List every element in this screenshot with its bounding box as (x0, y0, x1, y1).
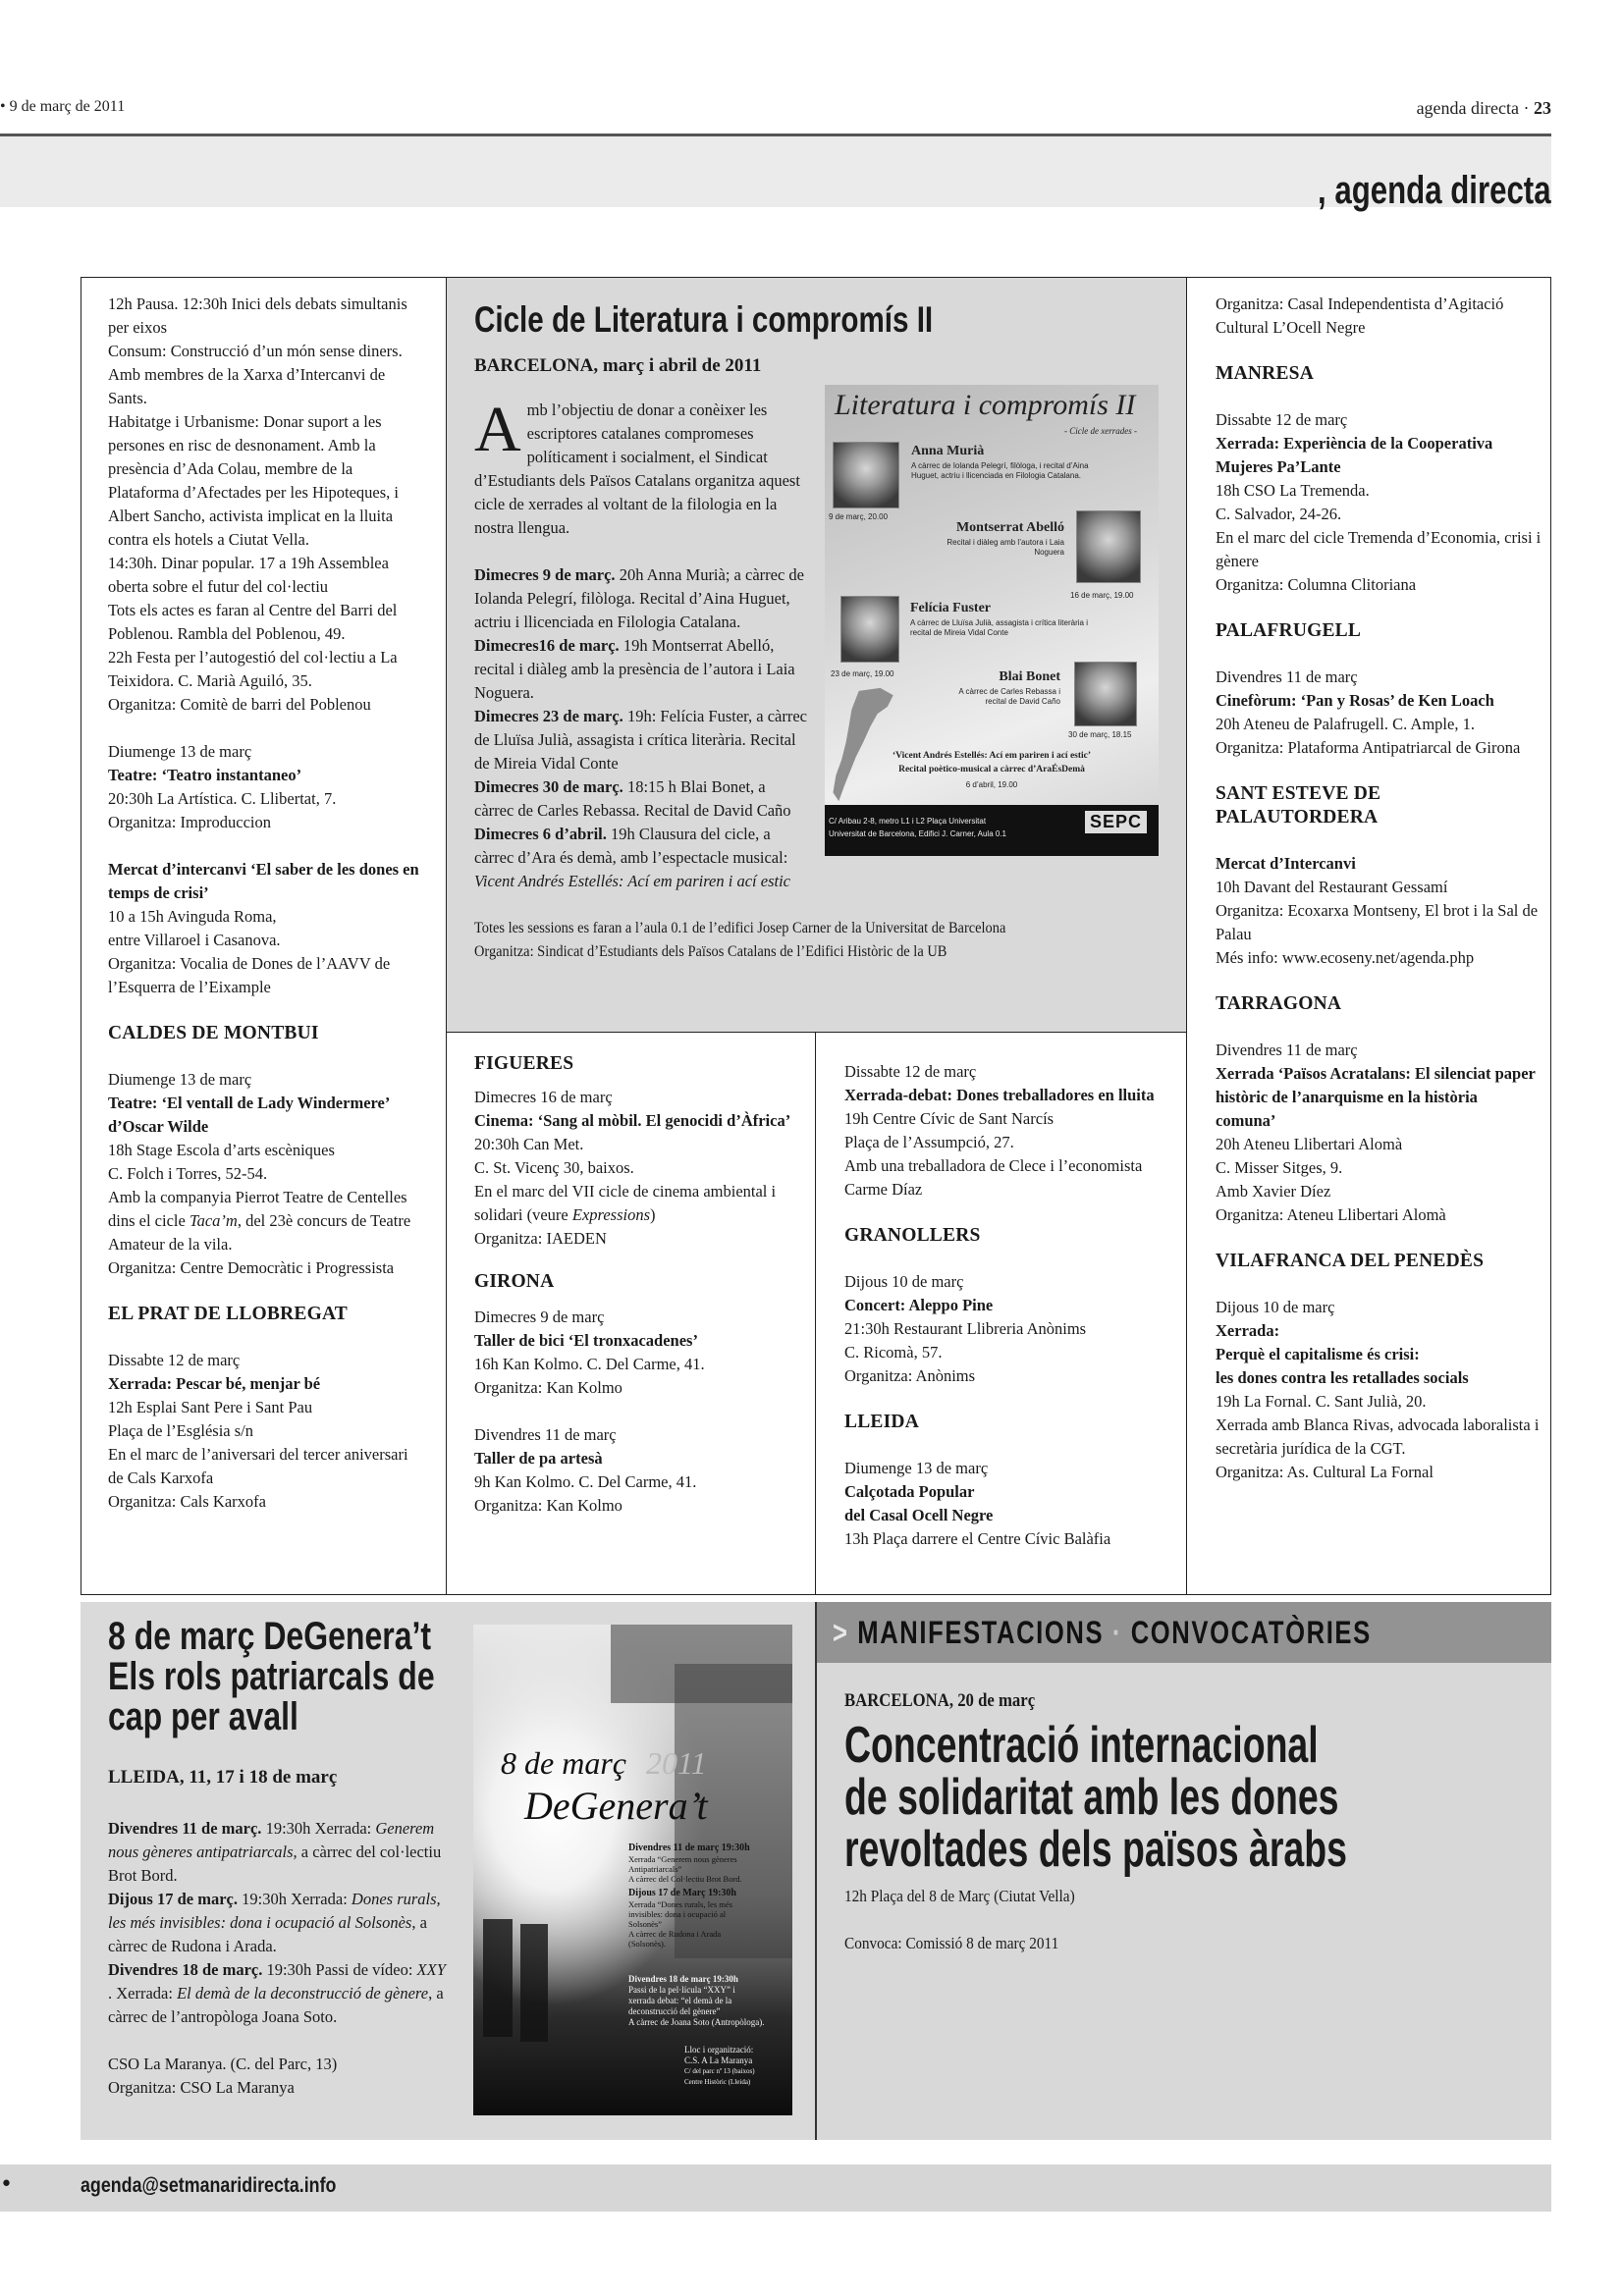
section-name: agenda directa · (1416, 98, 1534, 118)
event-detail (108, 1958, 452, 2029)
poster-line: Centre Històric (Lleida) (684, 2078, 751, 2086)
feature-subtitle: BARCELONA, març i abril de 2011 (474, 355, 762, 376)
manifestacions-header (833, 1615, 1372, 1651)
city-heading: VILAFRANCA DEL PENEDÈS (1216, 1251, 1485, 1271)
event-detail: Dijous 10 de març (844, 1272, 964, 1291)
event-detail: Dissabte 12 de març (844, 1062, 977, 1081)
speaker-date: 9 de març, 20.00 (829, 512, 889, 521)
issue-date: • 9 de març de 2011 (0, 98, 126, 115)
event-detail: Organitza: Improduccion (108, 813, 272, 831)
event-detail: Habitatge i Urbanisme: Donar suport a les persones en risc de desnonament. Amb la presència d’Ada Colau, membre de la Plataforma d’Afectades per les Hipoteques, i Albert Sancho, activista implicat en la lluita contra els hotels a Ciutat Vella. (108, 412, 399, 549)
city-heading: TARRAGONA (1216, 993, 1342, 1014)
event-detail: Organitza: Ateneu Llibertari Alomà (1216, 1205, 1446, 1224)
detail-text: , del 23è concurs de Teatre Amateur de la vila. (108, 1211, 411, 1254)
feature-content (474, 355, 1159, 964)
event-detail: 20h Ateneu de Palafrugell. C. Ample, 1. (1216, 715, 1475, 733)
event-detail: 9h Kan Kolmo. C. Del Carme, 41. (474, 1472, 697, 1491)
event-detail: Dissabte 12 de març (108, 1351, 241, 1369)
work-title: XXY (416, 1960, 446, 1979)
event-detail: Amb una treballadora de Clece i l’economista Carme Díaz (844, 1156, 1143, 1199)
spacer (474, 893, 1159, 917)
spacer (108, 2029, 452, 2053)
event-detail: Organitza: Vocalia de Dones de l’AAVV de l’Esquerra de l’Eixample (108, 954, 391, 996)
event-title: Taller de pa artesà (474, 1449, 603, 1468)
event-detail: Diumenge 13 de març (108, 742, 252, 761)
poster-address: Universitat de Barcelona, Edifici J. Carner, Aula 0.1 (829, 829, 1006, 838)
poster-address: C/ Aribau 2-8, metro L1 i L2 Plaça Universitat (829, 817, 987, 826)
event-detail: C. Misser Sitges, 9. (1216, 1158, 1343, 1177)
poster-line: xerrada debat: “el demà de la (628, 1996, 732, 2005)
poster-line: A càrrec de Joana Soto (Antropòloga). (628, 2017, 765, 2027)
event-detail: C. Salvador, 24-26. (1216, 505, 1342, 523)
speaker-name: Anna Murià (911, 444, 985, 458)
event-date: Dimecres 30 de març. (474, 777, 623, 796)
event-date: Dimecres16 de març. (474, 636, 620, 655)
event-detail: C. Ricomà, 57. (844, 1343, 943, 1362)
section-label: CONVOCATÒRIES (1130, 1615, 1372, 1650)
event-title: Calçotada Popular (844, 1482, 975, 1501)
event-detail: Plaça de l’Assumpció, 27. (844, 1133, 1014, 1151)
event-detail: Dimecres 9 de març (474, 1308, 605, 1326)
event-detail: 22h Festa per l’autogestió del col·lectiu a La Teixidora. C. Marià Aguiló, 35. (108, 648, 398, 690)
event-title: Taller de bici ‘El tronxacadenes’ (474, 1331, 698, 1350)
event-detail: Organitza: Kan Kolmo (474, 1496, 622, 1515)
poster-line: deconstrucció del gènere” (628, 2006, 721, 2016)
event-title: Mercat d’intercanvi ‘El saber de les dones en temps de crisi’ (108, 860, 419, 902)
event-detail: Organitza: Ecoxarxa Montseny, El brot i la Sal de Palau (1216, 901, 1539, 943)
page-number: 23 (1534, 98, 1551, 118)
event-date: Dimecres 23 de març. (474, 707, 623, 725)
event-title: les dones contra les retallades socials (1216, 1368, 1469, 1387)
event-detail: Consum: Construcció d’un món sense diners. Amb membres de la Xarxa d’Intercanvi de Sants. (108, 342, 403, 407)
speaker-name: Montserrat Abelló (955, 520, 1064, 535)
agenda-column-left (81, 277, 447, 1595)
degenerat-subtitle: LLEIDA, 11, 17 i 18 de març (108, 1767, 338, 1788)
event-detail: 21:30h Restaurant Llibreria Anònims (844, 1319, 1087, 1338)
poster-line: Dijous 17 de Març 19:30h (628, 1888, 736, 1898)
poster-line: Divendres 18 de març 19:30h (628, 1974, 738, 1984)
event-detail: Dimecres 16 de març (474, 1088, 613, 1106)
city-heading: MANRESA (1216, 363, 1314, 384)
city-heading: CALDES DE MONTBUI (108, 1023, 319, 1043)
event-detail: 10h Davant del Restaurant Gessamí (1216, 878, 1448, 896)
speaker-name: Blai Bonet (999, 669, 1060, 684)
work-title: Vicent Andrés Estellés: Ací em pariren i ací estic (474, 872, 790, 890)
city-heading: GIRONA (474, 1271, 555, 1292)
event-detail: Organitza: Centre Democràtic i Progressista (108, 1258, 395, 1277)
detail-text: 19:30h Passi de vídeo: (262, 1960, 417, 1979)
feature-cicle-literatura (447, 277, 1186, 1033)
event-detail: CSO La Maranya. (C. del Parc, 13) (108, 2055, 338, 2073)
poster-line: Divendres 11 de març 19:30h (628, 1842, 750, 1853)
work-title: Generem nous gèneres antipatriarcals (108, 1819, 435, 1861)
speaker-desc: A càrrec de Lluïsa Julià, assagista i crítica literària i recital de Mireia Vidal Conte (910, 618, 1088, 637)
event-title: Teatre: ‘El ventall de Lady Windermere’ d’Oscar Wilde (108, 1094, 390, 1136)
city-heading: EL PRAT DE LLOBREGAT (108, 1304, 349, 1324)
event-detail: Xerrada amb Blanca Rivas, advocada laboralista i secretària jurídica de la CGT. (1216, 1415, 1540, 1458)
city-heading: GRANOLLERS (844, 1225, 981, 1246)
poster-line: Solsonès” (628, 1919, 662, 1929)
detail-text: 19:30h Xerrada: (237, 1890, 352, 1908)
organizer-note: Organitza: Sindicat d’Estudiants dels Països Catalans de l’Edifici Històric de la UB (474, 943, 947, 960)
section-page-label (1417, 98, 1551, 119)
section-banner: , agenda directa (1318, 169, 1551, 212)
event-title: del Casal Ocell Negre (844, 1506, 994, 1524)
event-detail: Organitza: CSO La Maranya (108, 2078, 295, 2097)
sepc-logo: SEPC (1085, 811, 1147, 833)
event-title: Concert: Aleppo Pine (844, 1296, 994, 1314)
event-detail: 18h CSO La Tremenda. (1216, 481, 1370, 500)
poster-script-title: 8 de març (501, 1745, 626, 1781)
agenda-column-girona-granollers-lleida (816, 1033, 1186, 1595)
chevron-right-icon: > (833, 1615, 849, 1650)
event-title: Teatre: ‘Teatro instantaneo’ (108, 766, 302, 784)
event-detail: 13h Plaça darrere el Centre Cívic Balàfia (844, 1529, 1111, 1548)
poster-subtitle: - Cicle de xerrades - (1064, 426, 1137, 436)
title-line: Els rols patriarcals de (108, 1655, 435, 1698)
event-detail (108, 1817, 452, 1888)
event-title: Cinefòrum: ‘Pan y Rosas’ de Ken Loach (1216, 691, 1494, 710)
event-convener: Convoca: Comissió 8 de març 2011 (844, 1934, 1059, 1952)
event-date: Divendres 18 de març. (108, 1960, 263, 1979)
poster-line: C.S. A La Maranya (684, 2056, 753, 2065)
spacer (474, 1400, 799, 1423)
detail-text: 20h Anna Murià; a càrrec de Iolanda Pelegrí, filòloga. Recital d’Aina Huguet, actriu i llicenciada en Filologia Catalana. (474, 565, 804, 631)
poster-line: Passi de la pel·lícula “XXY” i (628, 1985, 735, 1995)
closing-title: ‘Vicent Andrés Estellés: Ací em pariren i ací estic’ (892, 751, 1092, 761)
poster-line: A càrrec del Col·lectiu Brot Bord. (628, 1874, 742, 1884)
event-date: Divendres 11 de març. (108, 1819, 262, 1838)
closing-desc: Recital poètico-musical a càrrec d’AraÉsDemà (898, 765, 1085, 774)
detail-text: 19h: Felícia Fuster, a càrrec de Lluïsa Julià, assagista i crítica literària. Recital de Mireia Vidal Conte (474, 707, 807, 773)
portrait-photo (833, 442, 899, 508)
speaker-desc: A càrrec de Carles Rebassa i recital de David Caño (958, 687, 1060, 706)
work-title: El demà de la deconstrucció de gènere (177, 1984, 429, 2002)
event-detail: Divendres 11 de març (474, 1425, 617, 1444)
work-title: Expressions (571, 1205, 651, 1224)
speaker-desc: Recital i diàleg amb l’autora i Laia Noguera (947, 538, 1064, 557)
event-detail (108, 1888, 452, 1958)
event-detail: Més info: www.ecoseny.net/agenda.php (1216, 948, 1475, 967)
event-detail: Organitza: Comitè de barri del Poblenou (108, 695, 371, 714)
speaker-desc: A càrrec de Iolanda Pelegrí, filòloga, i recital d’Aina Huguet, actriu i llicenciada en Filologia Catalana. (911, 461, 1089, 480)
poster-venue (684, 2045, 755, 2088)
poster-year: 2011 (646, 1745, 707, 1781)
work-title: Taca’m (189, 1211, 238, 1230)
contact-email-link[interactable]: agenda@setmanaridirecta.info (81, 2174, 337, 2197)
detail-text: 18:15 h Blai Bonet, a càrrec de Carles Rebassa. Recital de David Caño (474, 777, 791, 820)
event-title: Xerrada-debat: Dones treballadores en lluita (844, 1086, 1155, 1104)
detail-text: 19h Clausura del cicle, a càrrec d’Ara és demà, amb l’espectacle musical: (474, 825, 788, 867)
poster-line: Antipatriarcals” (628, 1864, 682, 1874)
event-detail: Organitza: IAEDEN (474, 1229, 607, 1248)
detail-text: 19:30h Xerrada: (261, 1819, 376, 1838)
speaker-name: Felícia Fuster (910, 601, 992, 615)
intro-text: mb l’objectiu de donar a conèixer les escriptores catalanes compromeses políticament i socialment, el Sindicat d’Estudiants dels Països Catalans organitza aquest cicle de xerrades al voltant de la filologia en la nostra llengua. (474, 400, 800, 537)
degenerat-title (108, 1617, 516, 1737)
headline-line: revoltades dels països àrabs (844, 1821, 1347, 1878)
event-detail: 10 a 15h Avinguda Roma, (108, 907, 277, 926)
feature-footer (474, 917, 1110, 964)
poster-line: Xerrada “Generem nous gèneres (628, 1854, 737, 1864)
event-date: Dijous 17 de març. (108, 1890, 238, 1908)
event-detail: 12h Pausa. 12:30h Inici dels debats simultanis per eixos (108, 294, 407, 337)
event-detail: 16h Kan Kolmo. C. Del Carme, 41. (474, 1355, 705, 1373)
event-title: Mercat d’Intercanvi (1216, 854, 1356, 873)
feature-title: Cicle de Literatura i compromís II (474, 299, 934, 340)
venue-note: Totes les sessions es faran a l’aula 0.1 de l’edifici Josep Carner de la Universitat de Barcelona (474, 920, 1006, 936)
portrait-photo (840, 596, 899, 663)
event-detail: Organitza: Anònims (844, 1366, 976, 1385)
city-heading: SANT ESTEVE DE PALAUTORDERA (1216, 783, 1381, 828)
event-detail: Plaça de l’Església s/n (108, 1421, 254, 1440)
degenerat-body (108, 1817, 452, 2100)
event-time-place: 12h Plaça del 8 de Març (Ciutat Vella) (844, 1887, 1075, 1905)
detail-text: , a càrrec de l’antropòloga Joana Soto. (108, 1984, 444, 2026)
event-detail: Tots els actes es faran al Centre del Barri del Poblenou. Rambla del Poblenou, 49. (108, 601, 398, 643)
event-title: Xerrada: (1216, 1321, 1280, 1340)
person-silhouette (483, 1919, 513, 2037)
event-detail: 20:30h Can Met. (474, 1135, 584, 1153)
speaker-date: 16 de març, 19.00 (1070, 591, 1134, 600)
event-detail: 19h La Fornal. C. Sant Julià, 20. (1216, 1392, 1427, 1411)
event-detail: Diumenge 13 de març (844, 1459, 989, 1477)
poster-line: C/ del parc nº 13 (baixos) (684, 2067, 755, 2075)
poster-title: Literatura i compromís II (835, 389, 1136, 421)
work-title: Dones rurals, les més invisibles: dona i ocupació al Solsonès (108, 1890, 441, 1932)
poster-line: (Solsonès). (628, 1939, 667, 1949)
event-detail: 14:30h. Dinar popular. 17 a 19h Assemblea oberta sobre el futur del col·lectiu (108, 554, 389, 596)
event-detail (474, 1180, 799, 1227)
event-detail: Organitza: Plataforma Antipatriarcal de Girona (1216, 738, 1521, 757)
event-detail: Divendres 11 de març (1216, 1041, 1358, 1059)
event-title: Xerrada: Pescar bé, menjar bé (108, 1374, 321, 1393)
agenda-column-right (1186, 277, 1551, 1595)
title-line: 8 de març DeGenera’t (108, 1615, 432, 1658)
event-detail: Organitza: Columna Clitoriana (1216, 575, 1417, 594)
poster-line: Xerrada “Dones rurals, les més (628, 1899, 732, 1909)
event-detail: 19h Centre Cívic de Sant Narcís (844, 1109, 1055, 1128)
poster-schedule (628, 1842, 750, 1949)
city-heading: FIGUERES (474, 1053, 574, 1074)
event-title: Xerrada: Experiència de la Cooperativa Mujeres Pa’Lante (1216, 434, 1493, 476)
event-detail: En el marc del cicle Tremenda d’Economia, crisi i gènere (1216, 528, 1542, 570)
detail-text: , a càrrec de Rudona i Arada. (108, 1913, 427, 1955)
event-headline (844, 1717, 1542, 1878)
event-detail: Organitza: As. Cultural La Fornal (1216, 1463, 1434, 1481)
title-line: cap per avall (108, 1695, 298, 1738)
detail-text: Amb la companyia Pierrot Teatre de Centelles dins el cicle (108, 1188, 407, 1230)
event-detail: Diumenge 13 de març (108, 1070, 252, 1089)
poster-literatura-compromis (825, 385, 1159, 856)
event-detail: Dissabte 12 de març (1216, 410, 1348, 429)
event-detail: Organitza: Casal Independentista d’Agitació Cultural L’Ocell Negre (1216, 294, 1504, 337)
speaker-date: 23 de març, 19.00 (831, 669, 894, 678)
bullet-icon: • (0, 2172, 13, 2197)
detail-text: . Xerrada: (108, 1984, 178, 2002)
event-detail: C. Folch i Torres, 52-54. (108, 1164, 268, 1183)
poster-line: Lloc i organització: (684, 2045, 754, 2055)
city-heading: PALAFRUGELL (1216, 620, 1362, 641)
event-detail: 12h Esplai Sant Pere i Sant Pau (108, 1398, 313, 1416)
portrait-photo (1076, 510, 1141, 583)
poster-degenerat (473, 1625, 792, 2115)
poster-schedule-light (628, 1974, 764, 2028)
spacer (108, 717, 426, 740)
event-detail: Organitza: Cals Karxofa (108, 1492, 266, 1511)
spacer (108, 834, 426, 858)
headline-line: de solidaritat amb les dones (844, 1769, 1339, 1826)
event-detail: C. St. Vicenç 30, baixos. (474, 1158, 634, 1177)
detail-text: , a càrrec del col·lectiu Brot Bord. (108, 1842, 442, 1885)
detail-text: En el marc del VII cicle de cinema ambiental i solidari (veure (474, 1182, 777, 1224)
poster-script-title: DeGenera’t (524, 1784, 708, 1828)
drop-cap: A (474, 394, 521, 465)
event-title: Xerrada ‘Països Acratalans: El silenciat paper històric de l’anarquisme en la història comuna’ (1216, 1064, 1536, 1130)
event-place-date: BARCELONA, 20 de març (844, 1690, 1036, 1711)
event-detail (108, 1186, 426, 1256)
closing-date: 6 d’abril, 19.00 (965, 780, 1018, 789)
event-date: Dimecres 9 de març. (474, 565, 616, 584)
poster-line: A càrrec de Rudona i Arada (628, 1929, 722, 1939)
event-detail: entre Villaroel i Casanova. (108, 931, 281, 949)
event-detail: Divendres 11 de març (1216, 667, 1358, 686)
event-title: Perquè el capitalisme és crisi: (1216, 1345, 1420, 1363)
person-silhouette (520, 1924, 548, 2042)
agenda-column-figueres-girona (447, 1033, 816, 1595)
separator-dot: · (1111, 1615, 1122, 1650)
poster-line: invisibles: dona i ocupació al (628, 1909, 727, 1919)
event-detail: Dijous 10 de març (1216, 1298, 1335, 1316)
event-title: Cinema: ‘Sang al mòbil. El genocidi d’Àfrica’ (474, 1111, 791, 1130)
detail-text: ) (650, 1205, 656, 1224)
speaker-date: 30 de març, 18.15 (1068, 730, 1132, 739)
event-detail: Amb Xavier Díez (1216, 1182, 1331, 1201)
section-label: MANIFESTACIONS (857, 1615, 1105, 1650)
event-detail: 18h Stage Escola d’arts escèniques (108, 1141, 335, 1159)
event-date: Dimecres 6 d’abril. (474, 825, 607, 843)
city-heading: LLEIDA (844, 1412, 919, 1432)
headline-line: Concentració internacional (844, 1717, 1319, 1774)
detail-text: 19h Montserrat Abelló, recital i diàleg amb la presència de l’autora i Laia Noguera. (474, 636, 795, 702)
event-detail: 20:30h La Artística. C. Llibertat, 7. (108, 789, 337, 808)
event-detail: Organitza: Kan Kolmo (474, 1378, 622, 1397)
event-detail: En el marc de l’aniversari del tercer aniversari de Cals Karxofa (108, 1445, 408, 1487)
event-detail: 20h Ateneu Llibertari Alomà (1216, 1135, 1403, 1153)
portrait-photo (1074, 662, 1137, 726)
